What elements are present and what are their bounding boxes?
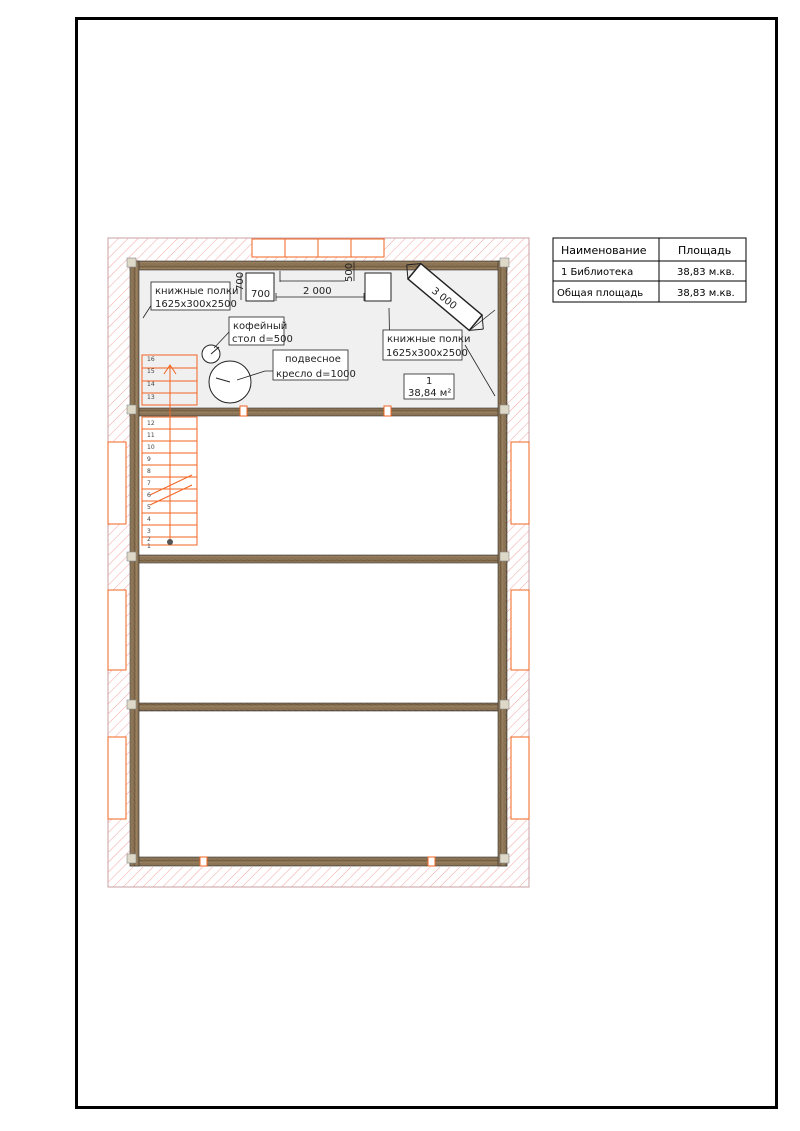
step-number: 7 xyxy=(147,480,151,487)
step-number: 5 xyxy=(147,504,151,511)
dimension-500: 500 xyxy=(344,262,355,282)
shelves-left-label: книжные полки xyxy=(155,286,239,297)
step-number: 9 xyxy=(147,456,151,463)
dimension-700: 700 xyxy=(251,289,271,300)
step-number: 4 xyxy=(147,516,151,523)
step-number: 10 xyxy=(147,444,155,451)
table-row-name: 1 Библиотека xyxy=(561,267,634,278)
hanging-chair-label: подвесное xyxy=(285,354,341,365)
table-row-name: Общая площадь xyxy=(557,288,644,299)
coffee-table-label: кофейный xyxy=(233,321,288,332)
table-header-area: Площадь xyxy=(678,244,732,257)
shelves-left-size: 1625х300х2500 xyxy=(155,299,237,310)
step-number: 16 xyxy=(147,356,155,363)
room-number: 1 xyxy=(426,376,433,387)
step-number: 1 xyxy=(147,543,151,550)
step-number: 8 xyxy=(147,468,151,475)
step-number: 11 xyxy=(147,432,155,439)
dimension-3000: 3 000 xyxy=(429,285,459,312)
stair-start-dot xyxy=(167,539,173,545)
shelves-right-size: 1625х300х2500 xyxy=(386,348,468,359)
shelves-right-label: книжные полки xyxy=(387,334,471,345)
room-area: 38,84 м² xyxy=(408,388,452,399)
step-number: 14 xyxy=(147,381,155,388)
dimension-2000: 2 000 xyxy=(303,286,332,297)
step-number: 13 xyxy=(147,394,155,401)
step-number: 3 xyxy=(147,528,151,535)
step-number: 6 xyxy=(147,492,151,499)
top-windows xyxy=(252,239,384,257)
hanging-chair-size: кресло d=1000 xyxy=(276,369,356,380)
step-number: 2 xyxy=(147,536,151,543)
dimension-700-vertical: 700 xyxy=(235,271,246,291)
area-table xyxy=(553,238,746,302)
table-header-name: Наименование xyxy=(561,244,647,257)
step-number: 12 xyxy=(147,420,155,427)
table-row-area: 38,83 м.кв. xyxy=(677,267,735,278)
coffee-table-size: стол d=500 xyxy=(232,334,293,345)
step-number: 15 xyxy=(147,368,155,375)
table-row-area: 38,83 м.кв. xyxy=(677,288,735,299)
